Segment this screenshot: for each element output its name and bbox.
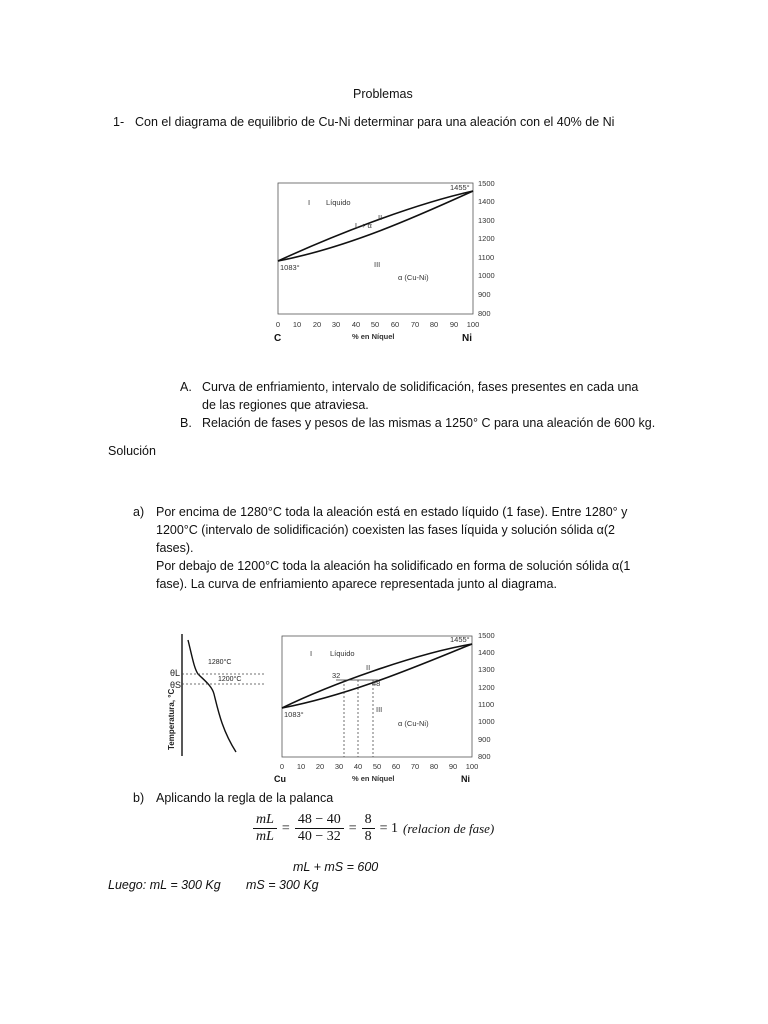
x-tick: 10 bbox=[296, 762, 306, 771]
ml-numerator: mL bbox=[253, 812, 277, 829]
x-axis-right-label: Ni bbox=[462, 333, 472, 344]
x-tick: 0 bbox=[275, 320, 281, 329]
question-b-letter: B. bbox=[180, 416, 192, 430]
x-tick: 40 bbox=[351, 320, 361, 329]
x-tick: 100 bbox=[465, 762, 479, 771]
x-tick: 60 bbox=[391, 762, 401, 771]
equals-sign: = bbox=[281, 820, 290, 836]
x-tick: 80 bbox=[429, 320, 439, 329]
melting-point-cu: 1083° bbox=[284, 710, 304, 719]
y-tick: 1100 bbox=[478, 700, 495, 709]
x-tick: 30 bbox=[331, 320, 341, 329]
page-title: Problemas bbox=[353, 87, 413, 101]
x-axis-left-label: Cu bbox=[274, 774, 286, 784]
x-tick: 30 bbox=[334, 762, 344, 771]
x-axis-right-label: Ni bbox=[461, 774, 470, 784]
y-tick: 900 bbox=[478, 290, 491, 299]
region-label: Líquido bbox=[330, 649, 355, 658]
y-tick: 1500 bbox=[478, 631, 495, 640]
y-tick: 1100 bbox=[478, 253, 495, 262]
x-tick-labels bbox=[276, 320, 479, 329]
cooling-curve bbox=[188, 640, 236, 752]
region-label: I bbox=[308, 198, 311, 207]
answer-a-line: fase). La curva de enfriamiento aparece representada junto al diagrama. bbox=[156, 577, 557, 591]
ml-denominator: mL bbox=[256, 829, 274, 844]
x-tick: 40 bbox=[353, 762, 363, 771]
solution-heading: Solución bbox=[108, 444, 156, 458]
simplified-ratio bbox=[362, 812, 375, 845]
melting-point-cu: 1083° bbox=[280, 263, 300, 272]
y-tick-labels bbox=[478, 179, 495, 318]
problem-number: 1- bbox=[113, 115, 125, 129]
y-tick: 1200 bbox=[478, 234, 495, 243]
theta-l: θL bbox=[170, 668, 181, 678]
answer-a-line: Por encima de 1280°C toda la aleación está en estado líquido (1 fase). Entre 1280° y bbox=[156, 505, 628, 519]
phase-diagram-figure bbox=[270, 175, 508, 347]
y-tick: 1000 bbox=[478, 717, 495, 726]
equals-sign: = bbox=[348, 820, 357, 836]
answer-a-line: Por debajo de 1200°C toda la aleación ha solidificado en forma de solución sólida α(1 bbox=[156, 559, 631, 573]
x-tick: 60 bbox=[390, 320, 400, 329]
answer-b-letter: b) bbox=[133, 791, 145, 805]
region-label: I bbox=[310, 649, 313, 658]
lever-rule-equation bbox=[253, 812, 494, 845]
question-a-line1: Curva de enfriamiento, intervalo de solidificación, fases presentes en cada una bbox=[202, 380, 639, 394]
conclusion-ms: mS = 300 Kg bbox=[246, 878, 319, 892]
y-tick: 1300 bbox=[478, 216, 495, 225]
y-tick: 1400 bbox=[478, 648, 495, 657]
y-tick: 1000 bbox=[478, 271, 495, 280]
region-label: L + α bbox=[355, 221, 372, 230]
region-label: III bbox=[376, 705, 383, 714]
lever-label-32: 32 bbox=[332, 671, 341, 680]
question-a-letter: A. bbox=[180, 380, 192, 394]
x-tick: 50 bbox=[372, 762, 382, 771]
simplified-denominator: 8 bbox=[364, 829, 372, 844]
problem-statement: Con el diagrama de equilibrio de Cu-Ni determinar para una aleación con el 40% de Ni bbox=[135, 115, 615, 129]
x-tick: 70 bbox=[410, 762, 420, 771]
x-tick: 70 bbox=[410, 320, 420, 329]
x-tick: 20 bbox=[315, 762, 325, 771]
x-tick: 90 bbox=[449, 320, 459, 329]
region-label: III bbox=[374, 260, 381, 269]
label-1200: 1200°C bbox=[218, 676, 242, 683]
y-tick: 800 bbox=[478, 309, 491, 318]
cooling-y-label: Temperatura, °C bbox=[167, 688, 176, 750]
x-axis-title: % en Níquel bbox=[352, 332, 395, 341]
difference-denominator: 40 − 32 bbox=[297, 829, 341, 844]
region-label: Líquido bbox=[326, 198, 351, 207]
region-label: II bbox=[378, 213, 383, 222]
ml-ratio bbox=[253, 812, 277, 845]
x-axis-title: % en Níquel bbox=[352, 774, 395, 783]
lever-label-48: 48 bbox=[372, 679, 381, 688]
y-tick-labels bbox=[478, 631, 495, 761]
melting-point-ni: 1455° bbox=[450, 635, 470, 644]
answer-a-line: 1200°C (intervalo de solidificación) coexisten las fases líquida y solución sólida α(2 bbox=[156, 523, 615, 537]
question-b-line1: Relación de fases y pesos de las mismas a 1250° C para una aleación de 600 kg. bbox=[202, 416, 656, 430]
label-1280: 1280°C bbox=[208, 659, 232, 666]
region-label: α (Cu-Ni) bbox=[398, 719, 429, 728]
x-tick-labels bbox=[280, 762, 478, 771]
equation-note: (relacion de fase) bbox=[403, 820, 495, 836]
y-tick: 900 bbox=[478, 735, 491, 744]
y-tick: 1500 bbox=[478, 179, 495, 188]
answer-a-letter: a) bbox=[133, 505, 145, 519]
region-label: II bbox=[366, 663, 371, 672]
difference-numerator: 48 − 40 bbox=[295, 812, 344, 829]
conclusion-ml: Luego: mL = 300 Kg bbox=[108, 878, 221, 892]
answer-b-text: Aplicando la regla de la palanca bbox=[156, 791, 334, 805]
question-a-line2: de las regiones que atraviesa. bbox=[202, 398, 369, 412]
x-tick: 90 bbox=[448, 762, 458, 771]
theta-s: θS bbox=[170, 680, 182, 690]
x-tick: 10 bbox=[292, 320, 302, 329]
simplified-numerator: 8 bbox=[362, 812, 375, 829]
y-tick: 800 bbox=[478, 752, 491, 761]
y-tick: 1300 bbox=[478, 665, 495, 674]
x-tick: 20 bbox=[312, 320, 322, 329]
difference-ratio bbox=[295, 812, 344, 845]
equation-result: = 1 bbox=[379, 820, 399, 836]
x-axis-left-label: C bbox=[274, 333, 282, 344]
region-label: α (Cu-Ni) bbox=[398, 273, 429, 282]
phase-diagram-lever-figure bbox=[274, 630, 512, 788]
y-tick: 1400 bbox=[478, 197, 495, 206]
answer-a-line: fases). bbox=[156, 541, 194, 555]
cooling-curve-figure bbox=[160, 630, 270, 758]
x-tick: 100 bbox=[466, 320, 480, 329]
x-tick: 0 bbox=[279, 762, 285, 771]
x-tick: 50 bbox=[370, 320, 380, 329]
melting-point-ni: 1455° bbox=[450, 183, 470, 192]
x-tick: 80 bbox=[429, 762, 439, 771]
y-tick: 1200 bbox=[478, 683, 495, 692]
mass-sum: mL + mS = 600 bbox=[293, 860, 379, 874]
